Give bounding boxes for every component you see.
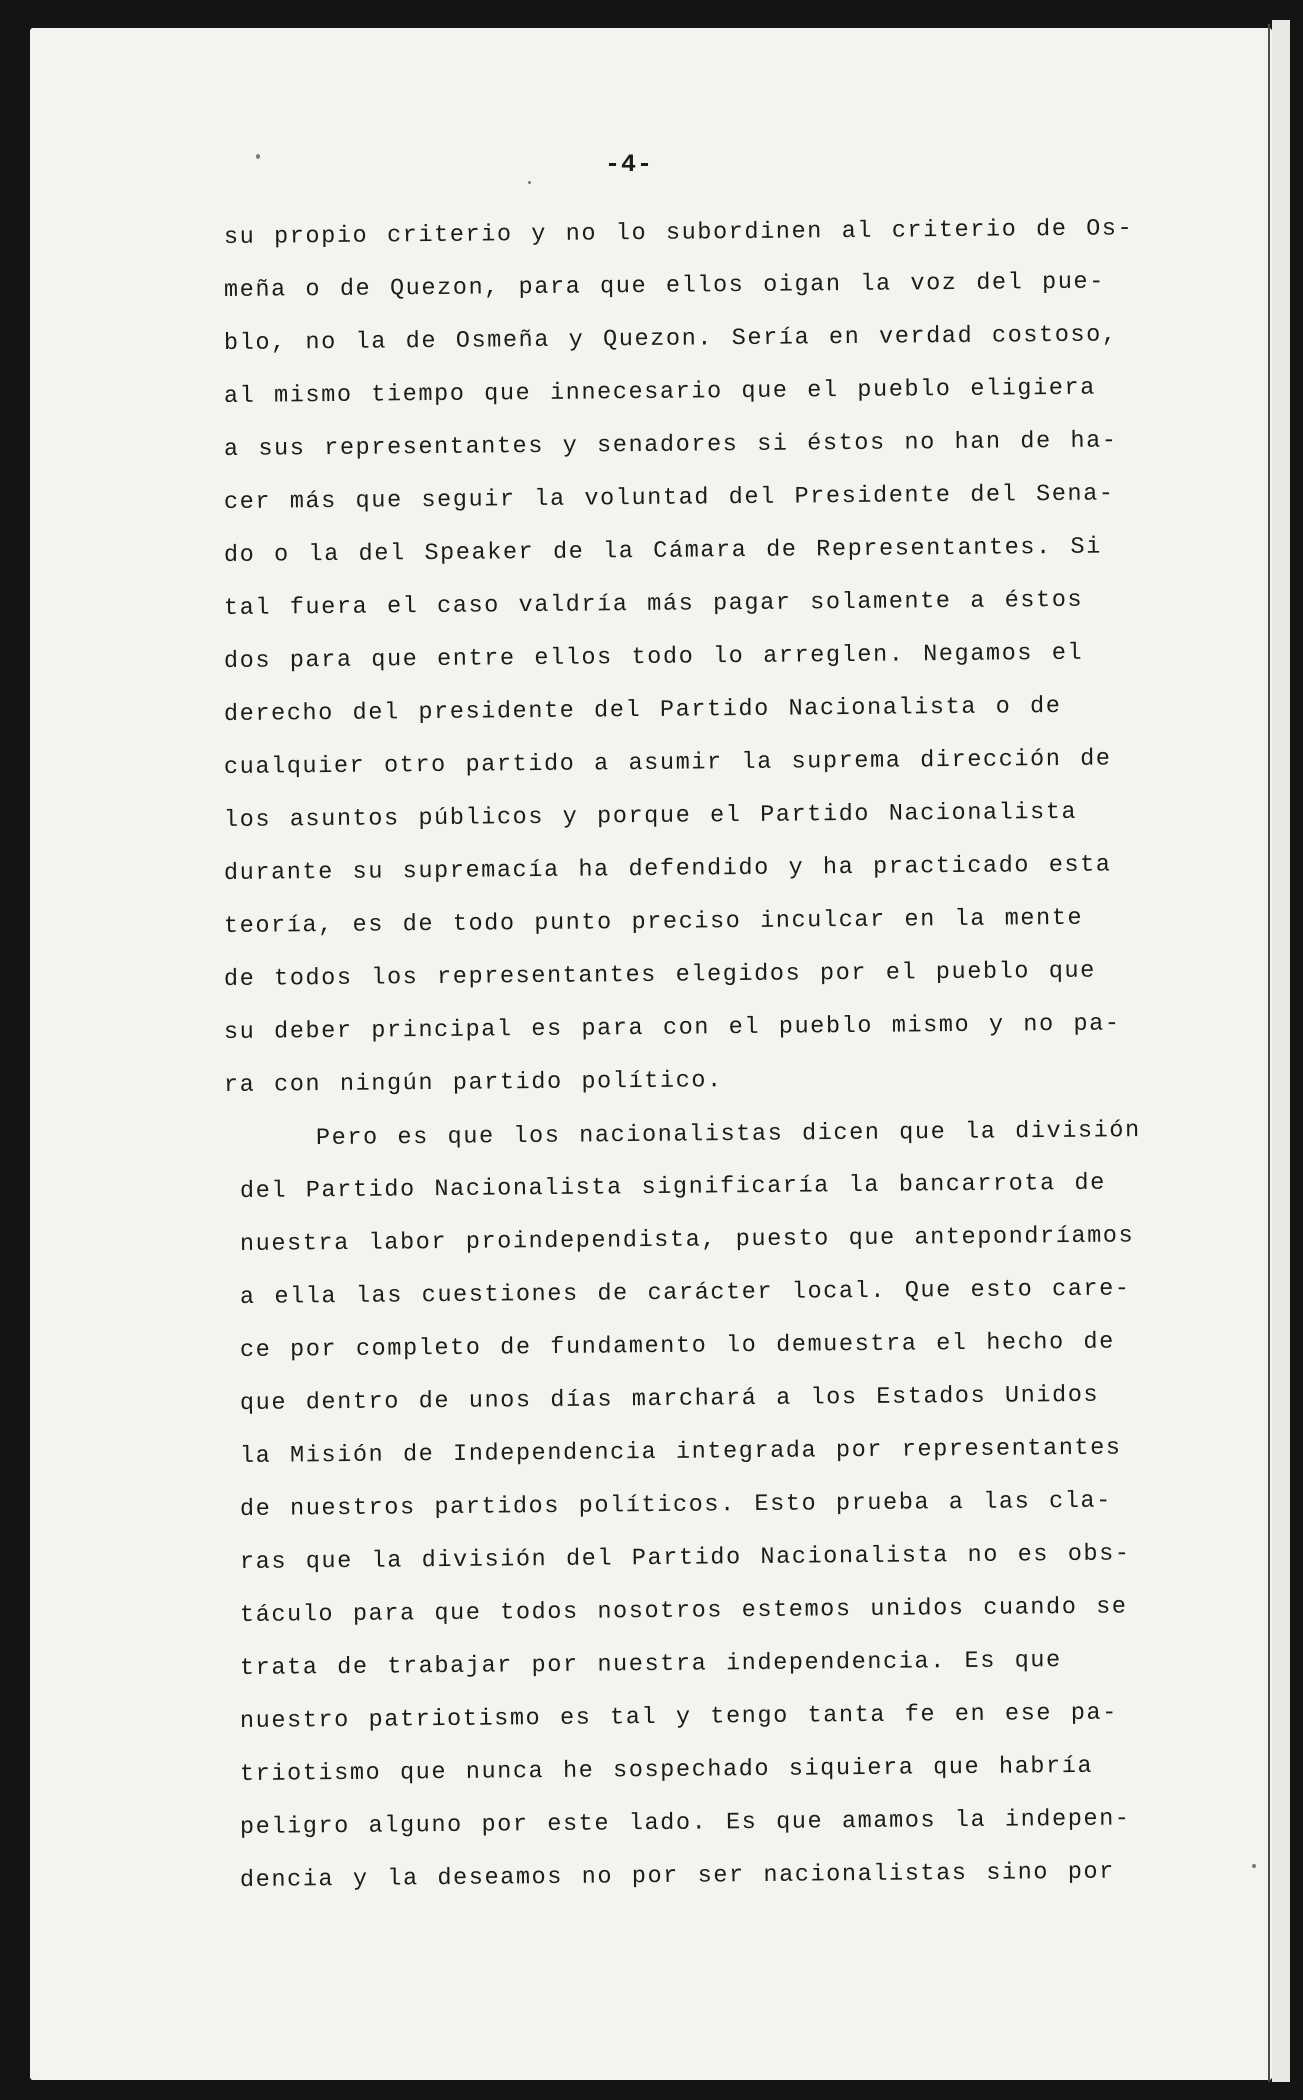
- text-line: táculo para que todos nosotros estemos unidos cuando se: [239, 1593, 1128, 1629]
- text-line: trata de trabajar por nuestra independencia. Es que: [239, 1647, 1062, 1682]
- text-line: durante su supremacía ha defendido y ha practicado esta: [223, 851, 1112, 887]
- text-line: tal fuera el caso valdría más pagar solamente a éstos: [223, 586, 1084, 622]
- text-line: la Misión de Independencia integrada por representantes: [239, 1434, 1122, 1470]
- text-line: a sus representantes y senadores si éstos no han de ha-: [223, 427, 1118, 463]
- text-line: dos para que entre ellos todo lo arreglen. Negamos el: [223, 639, 1084, 675]
- text-line: derecho del presidente del Partido Nacionalista o de: [223, 692, 1062, 728]
- text-line: nuestro patriotismo es tal y tengo tanta fe en ese pa-: [239, 1699, 1119, 1735]
- text-line: dencia y la deseamos no por ser nacionalistas sino por: [239, 1858, 1116, 1894]
- text-line: los asuntos públicos y porque el Partido Nacionalista: [223, 798, 1078, 834]
- paper-speck: [1252, 1864, 1256, 1868]
- paper-speck: [528, 181, 531, 184]
- text-line: peligro alguno por este lado. Es que amamos la indepen-: [239, 1805, 1131, 1841]
- text-line: ras que la división del Partido Nacionalista no es obs-: [239, 1540, 1131, 1576]
- text-line: su propio criterio y no lo subordinen al criterio de Os-: [223, 215, 1134, 251]
- text-line: su deber principal es para con el pueblo mismo y no pa-: [223, 1010, 1121, 1046]
- paragraph-start-line: Pero es que los nacionalistas dicen que la división: [315, 1117, 1141, 1152]
- text-line: de nuestros partidos políticos. Esto prueba a las cla-: [239, 1487, 1113, 1523]
- text-line: nuestra labor proindependista, puesto que antepondríamos: [239, 1222, 1135, 1258]
- text-line: de todos los representantes elegidos por el pueblo que: [223, 957, 1097, 993]
- text-line: teoría, es de todo punto preciso inculcar en la mente: [223, 904, 1084, 940]
- text-line: que dentro de unos días marchará a los Estados Unidos: [239, 1381, 1100, 1417]
- sheet-edge-line: [1268, 24, 1270, 2082]
- page-number: -4-: [605, 150, 654, 179]
- text-line: meña o de Quezon, para que ellos oigan la voz del pue-: [223, 268, 1106, 304]
- text-line: cer más que seguir la voluntad del Presidente del Sena-: [223, 480, 1115, 516]
- text-line: blo, no la de Osmeña y Quezon. Sería en verdad costoso,: [223, 321, 1118, 357]
- sheet-edge: [1272, 20, 1290, 2082]
- text-line: ce por completo de fundamento lo demuestra el hecho de: [239, 1328, 1116, 1364]
- text-line: ra con ningún partido político.: [223, 1067, 723, 1099]
- text-line: a ella las cuestiones de carácter local. Que esto care-: [239, 1275, 1131, 1311]
- text-line: al mismo tiempo que innecesario que el pueblo eligiera: [223, 374, 1097, 410]
- text-line: cualquier otro partido a asumir la suprema dirección de: [223, 745, 1112, 781]
- text-line: del Partido Nacionalista significaría la bancarrota de: [239, 1169, 1107, 1205]
- paper-speck: [256, 154, 260, 159]
- text-line: do o la del Speaker de la Cámara de Representantes. Si: [223, 533, 1103, 569]
- text-line: triotismo que nunca he sospechado siquiera que habría: [239, 1752, 1094, 1788]
